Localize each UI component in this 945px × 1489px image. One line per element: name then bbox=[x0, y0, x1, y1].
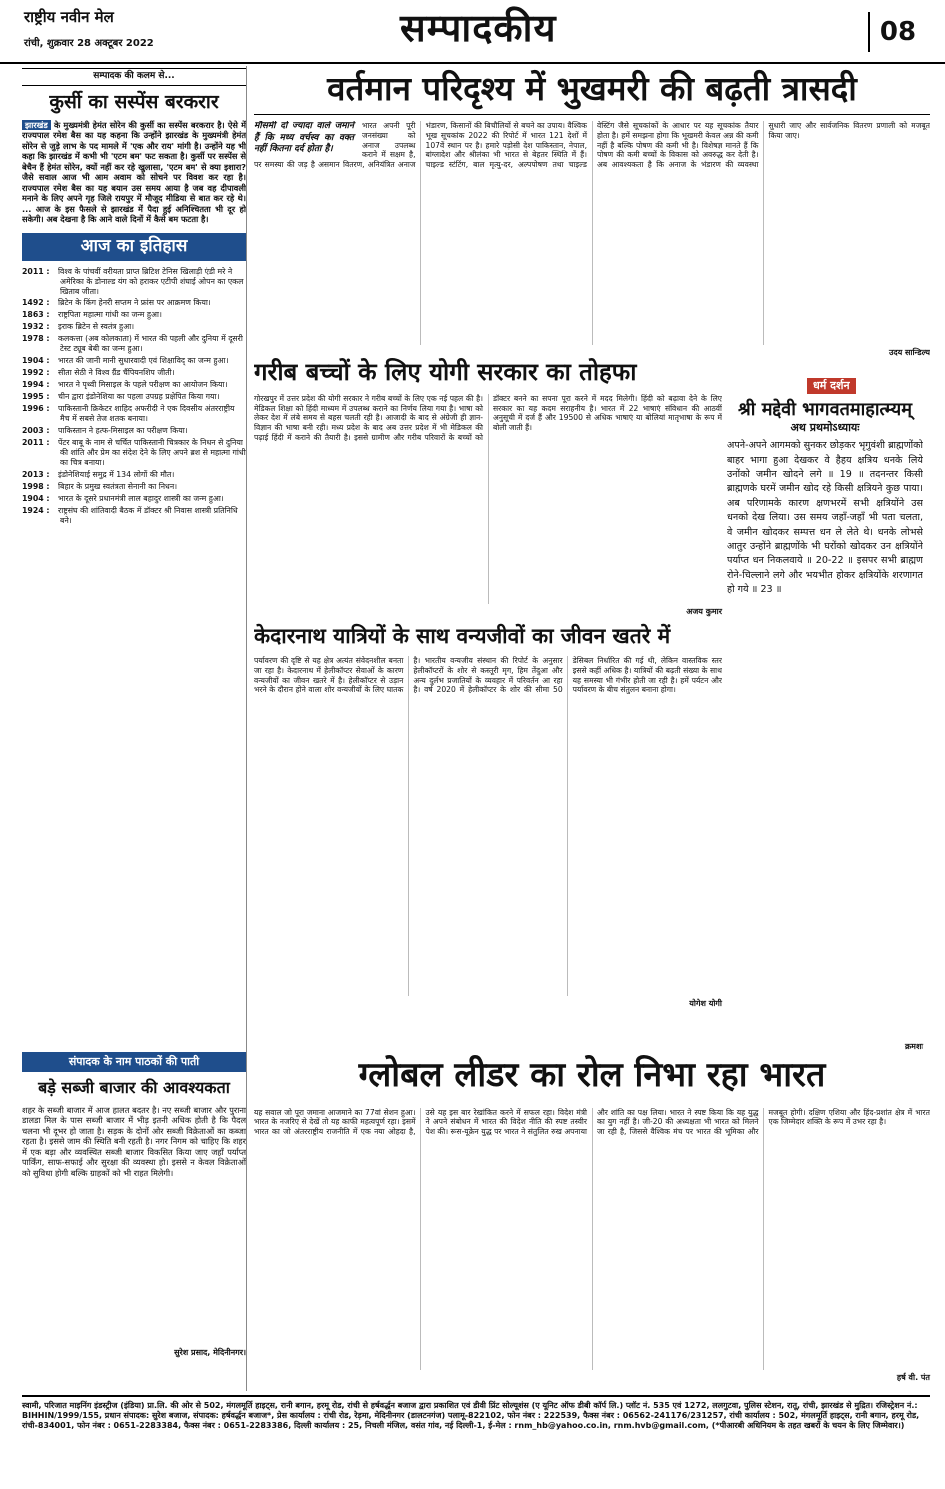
spiritual-column bbox=[727, 378, 923, 1052]
article3-body-columns bbox=[254, 656, 722, 996]
history-year: 2011 : bbox=[22, 438, 50, 448]
history-item bbox=[22, 298, 246, 308]
history-year: 1998 : bbox=[22, 481, 50, 491]
history-item bbox=[22, 470, 246, 480]
lead-body-columns bbox=[254, 121, 930, 345]
history-text: विश्व के पांचवीं वरीयता प्राप्त ब्रिटिश टेनिस खिलाड़ी एंडी मरे ने अमेरिका के डोनाल्ड यंग को हराकर एटीपी शंघाई ओपन का एकल खिताब जीता। bbox=[58, 266, 244, 296]
history-item bbox=[22, 404, 246, 424]
editorial-body bbox=[22, 120, 246, 225]
masthead bbox=[0, 0, 945, 64]
history-list bbox=[22, 267, 246, 526]
history-item bbox=[22, 356, 246, 366]
history-year: 1904 : bbox=[22, 493, 50, 503]
history-year: 2011 : bbox=[22, 266, 50, 276]
history-text: इराक ब्रिटेन से स्वतंत्र हुआ। bbox=[58, 322, 135, 332]
history-item bbox=[22, 438, 246, 468]
article2-body-columns bbox=[254, 394, 722, 604]
lead-article bbox=[254, 121, 930, 357]
lead-headline: वर्तमान परिदृश्य में भुखमरी की बढ़ती त्रासदी bbox=[254, 68, 930, 115]
date-line: रांची, शुक्रवार 28 अक्टूबर 2022 bbox=[24, 38, 154, 49]
article5-body-columns bbox=[254, 1108, 930, 1370]
article4-byline: सुरेश प्रसाद, मेदिनीनगर। bbox=[174, 1347, 246, 1357]
editorial-text: के मुख्यमंत्री हेमंत सोरेन की कुर्सी का सस्पेंस बरकरार है। ऐसे में राज्यपाल रमेश बैस का यह कहना कि उन्होंने झारखंड के मुख्यमंत्री हेमंत सोरेन से जुड़े लाभ के पद मामले में 'एक और राय' मांगी है। उन्होंने यह भी कहा कि झारखंड में कभी भी 'एटम बम' फट सकता है। कुर्सी पर सस्पेंस से बेचैन हैं हेमंत सोरेन, क्यों नहीं कर रहे खुलासा, 'एटम बम' से क्या इशारा? जैसे सवाल आज भी आम अवाम को सोचने पर विवश कर रहा है। राज्यपाल रमेश बैस का यह बयान उस समय आया है जब वह दीपावली मनाने के लिए अपने गृह जिले रायपुर में मौजूद मीडिया से बात कर रहे थे। ... आज के इस फैसले से झारखंड में पैदा हुई अनिश्चितता भी दूर हो सकेगी। अब देखना है कि आने वाले दिनों में कैसे बम फटता है। bbox=[22, 119, 246, 225]
history-year: 1995 : bbox=[22, 392, 50, 402]
history-year: 2003 : bbox=[22, 426, 50, 436]
history-year: 1992 : bbox=[22, 368, 50, 378]
history-item bbox=[22, 310, 246, 320]
history-year: 2013 : bbox=[22, 470, 50, 480]
history-item bbox=[22, 267, 246, 297]
editorial-kicker: सम्पादक की कलम से... bbox=[22, 68, 246, 86]
history-year: 1994 : bbox=[22, 380, 50, 390]
history-text: पेंटर बाबू के नाम से चर्चित पाकिस्तानी चित्रकार के निधन से दुनिया की शांति और प्रेम का संदेश देने के लिए अपने ब्रश से महात्मा गांधी का चित्र बनाया। bbox=[58, 438, 246, 468]
history-text: भारत ने पृथ्वी मिसाइल के पहले परीक्षण का आयोजन किया। bbox=[58, 380, 228, 390]
history-item bbox=[22, 426, 246, 436]
lead-byline: उदय सान्डिल्य bbox=[888, 348, 930, 358]
imprint-footer: स्वामी, परिजात माइनिंग इंडस्ट्रीज (इंडिया) प्रा.लि. की ओर से 502, मंगलमूर्ति हाइट्स, रानी बगान, हरमू रोड, रांची से हर्षवर्द्धन बजाज द्वारा प्रकाशित एवं डीवी प्रिंट सोल्यूशंस (ए यूनिट ऑफ डीबी कॉर्प लि.) प्लॉट नं. 535 एवं 1272, ललगुटवा, पुलिस स्टेशन, रातू, रांची, झारखंड से मुद्रित। रजिस्ट्रेशन नं.: BIHHIN/1999/155, प्रधान संपादक: सुरेश बजाज, संपादक: हर्षवर्द्धन बजाज*, प्रेस कार्यालय : रांची रोड, रेड़मा, मेदिनीनगर (डालटनगंज) पलामू-822102, फोन नंबर : 222539, फैक्स नंबर : 06562-241176/231257, रांची कार्यालय : 502, मंगलमूर्ति हाइट्स, रानी बगान, हरमू रोड, रांची-834001, फोन नंबर : 0651-2283384, फैक्स नंबर : 0651-2283386, दिल्ली कार्यालय : 25, निचली मंजिल, वसंत गांव, नई दिल्ली-1, ई-मेल : rnm_hb@yahoo.co.in, rnm.hvb@gmail.com, (*पीआरबी अधिनियम के तहत खबरों के चयन के लिए जिम्मेवार।) bbox=[22, 1395, 930, 1432]
spiritual-tag: धर्म दर्शन bbox=[807, 378, 856, 394]
history-item bbox=[22, 506, 246, 526]
history-text: भारत के दूसरे प्रधानमंत्री लाल बहादुर शास्त्री का जन्म हुआ। bbox=[58, 493, 224, 503]
article4-body: शहर के सब्जी बाजार में आज हालत बदतर है। नए सब्जी बाजार और पुराना डालडा मिल के पास सब्जी बाजार में भीड़ इतनी अधिक होती है कि पैदल चलना भी दूभर हो जाता है। सड़क के दोनों ओर सब्जी विक्रेताओं का कब्जा रहता है। इससे जाम की स्थिति बनी रहती है। नगर निगम को चाहिए कि शहर में एक बड़ा और व्यवस्थित सब्जी बाजार विकसित किया जाए जहाँ पर्याप्त पार्किंग, साफ-सफाई और सुरक्षा की व्यवस्था हो। इससे न केवल विक्रेताओं को सुविधा होगी बल्कि ग्राहकों को भी राहत मिलेगी। bbox=[22, 1104, 246, 1178]
article2-headline: गरीब बच्चों के लिए योगी सरकार का तोहफा bbox=[254, 357, 637, 387]
history-year: 1978 : bbox=[22, 334, 50, 344]
spiritual-title: श्री मद्देवी भागवतमाहात्म्यम् bbox=[738, 399, 912, 421]
history-year: 1863 : bbox=[22, 310, 50, 320]
history-text: राष्ट्रसंघ की शांतिवादी बैठक में डॉक्टर श्री निवास शास्त्री प्रतिनिधि बने। bbox=[58, 505, 238, 525]
article2-body: गोरखपुर में उत्तर प्रदेश की योगी सरकार ने गरीब बच्चों के लिए एक नई पहल की है। मेडिकल शिक्षा को हिंदी माध्यम में उपलब्ध कराने का निर्णय लिया गया है। भाषा को लेकर देश में लंबे समय से बहस चलती रही है। आजादी के बाद से अंग्रेजी ही ज्ञान-विज्ञान की भाषा बनी रही। मध्य प्रदेश के बाद अब उत्तर प्रदेश में भी मेडिकल की पढ़ाई हिंदी में कराने की तैयारी है। इससे ग्रामीण और गरीब परिवारों के बच्चों को डॉक्टर बनने का सपना पूरा करने में मदद मिलेगी। हिंदी को बढ़ावा देने के लिए सरकार का यह कदम सराहनीय है। भारत में 22 भाषाएं संविधान की आठवीं अनुसूची में दर्ज हैं और 19500 से अधिक भाषाएं या बोलियां मातृभाषा के रूप में बोली जाती हैं। bbox=[254, 393, 722, 442]
article5-body: यह सवाल जो पूरा जमाना आजमाने का 77वां सेशन हुआ। भारत के नजरिए से देखें तो यह काफी महत्वपूर्ण रहा। इसमें भारत का जो अंतरराष्ट्रीय राजनीति में एक नया ओहदा है, उसे यह इस बार रेखांकित करने में सफल रहा। विदेश मंत्री ने अपने संबोधन में भारत की विदेश नीति की स्पष्ट तस्वीर पेश की। रूस-यूक्रेन युद्ध पर भारत ने संतुलित रुख अपनाया और शांति का पक्ष लिया। भारत ने स्पष्ट किया कि यह युद्ध का युग नहीं है। जी-20 की अध्यक्षता भी भारत को मिलने जा रही है, जिससे वैश्विक मंच पर भारत की भूमिका और मजबूत होगी। दक्षिण एशिया और हिंद-प्रशांत क्षेत्र में भारत एक जिम्मेदार शक्ति के रूप में उभर रहा है। bbox=[254, 1107, 930, 1136]
paper-name: राष्ट्रीय नवीन मेल bbox=[24, 8, 114, 26]
article3-headline: केदारनाथ यात्रियों के साथ वन्यजीवों का जीवन खतरे में bbox=[254, 623, 671, 649]
history-year: 1492 : bbox=[22, 298, 50, 308]
lead-body: भारत अपनी पूरी जनसंख्या को अनाज उपलब्ध कराने में सक्षम है, पर समस्या की जड़ है असमान वितरण, अनियंत्रित अनाज भंडारण, किसानों की बिचौलियों से बचने का उपाय। वैश्विक भूख सूचकांक 2022 की रिपोर्ट में भारत 121 देशों में 107वें स्थान पर है। हमारे पड़ोसी देश पाकिस्तान, नेपाल, बांग्लादेश और श्रीलंका भी भारत से बेहतर स्थिति में हैं। चाइल्ड स्टंटिंग, बाल मृत्यु-दर, अल्पपोषण तथा चाइल्ड वेस्टिंग जैसे सूचकांकों के आधार पर यह सूचकांक तैयार होता है। हमें समझना होगा कि भूखमरी केवल अन्न की कमी नहीं है बल्कि पोषण की कमी भी है। विशेषज्ञ मानते हैं कि पोषण की कमी बच्चों के विकास को अवरुद्ध कर देती है। अब आवश्यकता है कि अनाज के भंडारण की व्यवस्था सुधारी जाए और सार्वजनिक वितरण प्रणाली को मजबूत किया जाए। bbox=[254, 121, 930, 170]
history-text: बिहार के प्रमुख स्वतंत्रता सेनानी का निधन। bbox=[58, 481, 178, 491]
editorial-tag: झारखंड bbox=[22, 120, 51, 130]
history-year: 1996 : bbox=[22, 404, 50, 414]
history-item bbox=[22, 494, 246, 504]
history-text: चीन द्वारा इंडोनेशिया का पहला उपग्रह प्रक्षेपित किया गया। bbox=[58, 392, 220, 402]
history-item bbox=[22, 482, 246, 492]
article4-headline: बड़े सब्जी बाजार की आवश्यकता bbox=[38, 1078, 230, 1098]
section-title: सम्पादकीय bbox=[400, 5, 557, 50]
article-3 bbox=[254, 623, 722, 1009]
history-text: पाकिस्तानी क्रिकेटर शाहिद अफरीदी ने एक दिवसीय अंतरराष्ट्रीय मैच में सबसे तेज शतक बनाया। bbox=[58, 404, 235, 424]
spiritual-body: अपने-अपने आगमको सुनकर छोड़कर भृगुवंशी ब्राह्मणोंको बाहर भागा हुआ देखकर वे हैहय क्षत्रिय धनके लिये उनोंको जमीन खोदने लगे ॥ 19 ॥ तदनन्तर किसी ब्राह्मणके घरमें जमीन खोद रहे किसी क्षत्रियने कुछ पाया। अब परिणामके कारण क्षणभरमें सभी क्षत्रियोंने उस धनको देख लिया। उस समय जहाँ-जहाँ भी पता चलता, वे जमीन खोदकर सम्पत्त धन ले लेते थे। धनके लोभसे आतुर उन्होंने ब्राह्मणोंके भी घरोंको खोदकर उन क्षत्रियोंने पर्याप्त धन निकलवाये ॥ 20-22 ॥ इसपर सभी ब्राह्मण रोने-चिल्लाने लगे और भयभीत होकर क्षत्रियोंके शरणागत हो गये ॥ 23 ॥ bbox=[727, 440, 923, 596]
article5-headline: ग्लोबल लीडर का रोल निभा रहा भारत bbox=[358, 1055, 826, 1095]
article-4 bbox=[22, 1052, 246, 1358]
history-text: भारत की जानी मानी सुधारवादी एवं शिक्षाविद् का जन्म हुआ। bbox=[58, 356, 229, 366]
article3-byline: योगेश योगी bbox=[689, 999, 722, 1009]
editorial-headline: कुर्सी का सस्पेंस बरकरार bbox=[49, 90, 219, 113]
history-year: 1932 : bbox=[22, 322, 50, 332]
history-text: कलकत्ता (अब कोलकाता) में भारत की पहली और दुनिया में दूसरी टेस्ट ट्यूब बेबी का जन्म हुआ। bbox=[58, 334, 243, 354]
history-year: 1924 : bbox=[22, 505, 50, 515]
history-item bbox=[22, 380, 246, 390]
history-item bbox=[22, 322, 246, 332]
history-year: 1904 : bbox=[22, 356, 50, 366]
history-heading: आज का इतिहास bbox=[22, 233, 246, 261]
article2-byline: अजय कुमार bbox=[686, 606, 722, 616]
article-2 bbox=[254, 357, 722, 617]
history-text: पाकिस्तान ने हत्फ-मिसाइल का परीक्षण किया। bbox=[58, 426, 188, 436]
history-item bbox=[22, 334, 246, 354]
history-text: ब्रिटेन के किंग हेनरी सप्तम ने फ्रांस पर आक्रमण किया। bbox=[58, 298, 211, 308]
history-text: सीता सेठी ने विश्व ग्रैंड चैंपियनशिप जीती। bbox=[58, 368, 175, 378]
article4-kicker: संपादक के नाम पाठकों की पाती bbox=[22, 1052, 246, 1072]
article-5 bbox=[254, 1052, 930, 1383]
history-item bbox=[22, 368, 246, 378]
lead-pull-quote: मौसमी दो ज्यादा वाले जमाने हैं कि मध्य वर्चस्व का वक्त नहीं कितना दर्द होता है। bbox=[254, 121, 354, 155]
page-number: 08 bbox=[868, 12, 926, 52]
history-text: इंडोनेशियाई समुद्र में 134 लोगों की मौत। bbox=[58, 470, 175, 480]
spiritual-subtitle: अथ प्रथमोऽध्यायः bbox=[790, 421, 860, 435]
article5-byline: हर्ष वी. पंत bbox=[896, 1372, 930, 1382]
history-item bbox=[22, 392, 246, 402]
spiritual-byline: क्रमशः bbox=[905, 1042, 923, 1052]
article3-body: पर्यावरण की दृष्टि से यह क्षेत्र अत्यंत संवेदनशील बनता जा रहा है। केदारनाथ में हेलीकॉप्टर सेवाओं के कारण वन्यजीवों का जीवन खतरे में है। हेलीकॉप्टर से उड़ान भरने के दौरान होने वाला शोर वन्यजीवों के लिए घातक है। भारतीय वन्यजीव संस्थान की रिपोर्ट के अनुसार हेलीकॉप्टरों के शोर से कस्तूरी मृग, हिम तेंदुआ और अन्य दुर्लभ प्रजातियों के व्यवहार में परिवर्तन आ रहा है। वर्ष 2020 में हेलीकॉप्टर के शोर की सीमा 50 डेसिबल निर्धारित की गई थी, लेकिन वास्तविक स्तर इससे कहीं अधिक है। यात्रियों की बढ़ती संख्या के साथ यह समस्या भी गंभीर होती जा रही है। हमें पर्यटन और पर्यावरण के बीच संतुलन बनाना होगा। bbox=[254, 656, 722, 695]
history-text: राष्ट्रपिता महात्मा गांधी का जन्म हुआ। bbox=[58, 310, 162, 320]
